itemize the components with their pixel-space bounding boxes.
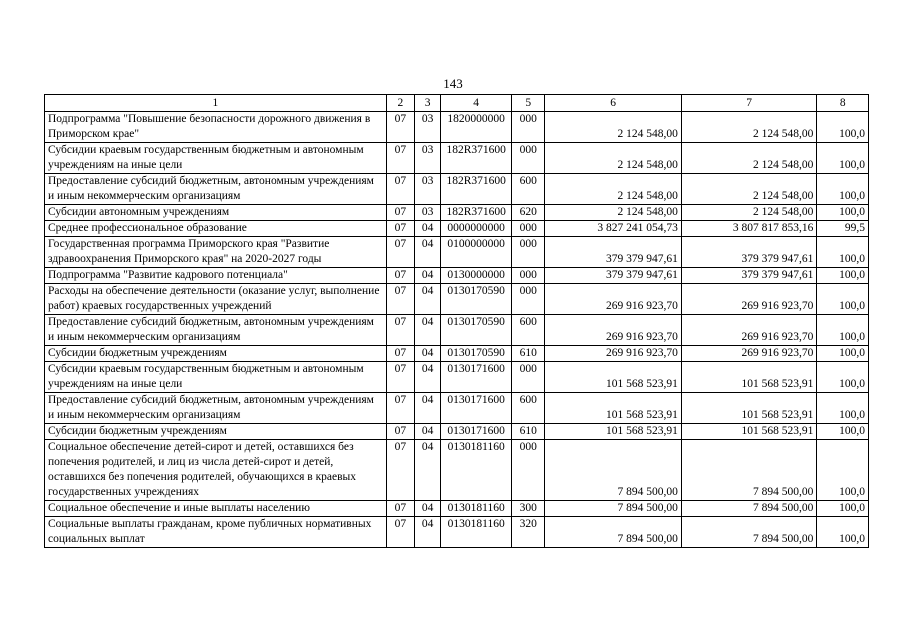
subsection-code: 03 bbox=[415, 174, 441, 205]
expense-type-code: 620 bbox=[512, 205, 545, 221]
section-code: 07 bbox=[386, 221, 414, 237]
column-header: 4 bbox=[441, 95, 512, 112]
execution-percent: 100,0 bbox=[817, 205, 869, 221]
column-header: 6 bbox=[545, 95, 681, 112]
planned-amount: 101 568 523,91 bbox=[545, 424, 681, 440]
row-name: Субсидии автономным учреждениям bbox=[45, 205, 387, 221]
executed-amount: 7 894 500,00 bbox=[681, 440, 816, 501]
target-article-code: 0100000000 bbox=[441, 237, 512, 268]
planned-amount: 269 916 923,70 bbox=[545, 315, 681, 346]
executed-amount: 2 124 548,00 bbox=[681, 112, 816, 143]
planned-amount: 7 894 500,00 bbox=[545, 517, 681, 548]
table-row bbox=[45, 424, 869, 440]
expense-type-code: 320 bbox=[512, 517, 545, 548]
execution-percent: 100,0 bbox=[817, 315, 869, 346]
section-code: 07 bbox=[386, 424, 414, 440]
table-row bbox=[45, 517, 869, 548]
planned-amount: 269 916 923,70 bbox=[545, 284, 681, 315]
table-row bbox=[45, 393, 869, 424]
execution-percent: 99,5 bbox=[817, 221, 869, 237]
target-article-code: 0130181160 bbox=[441, 501, 512, 517]
executed-amount: 101 568 523,91 bbox=[681, 424, 816, 440]
execution-percent: 100,0 bbox=[817, 268, 869, 284]
table-row bbox=[45, 221, 869, 237]
execution-percent: 100,0 bbox=[817, 501, 869, 517]
target-article-code: 0130171600 bbox=[441, 393, 512, 424]
expense-type-code: 600 bbox=[512, 174, 545, 205]
expense-type-code: 000 bbox=[512, 284, 545, 315]
section-code: 07 bbox=[386, 143, 414, 174]
execution-percent: 100,0 bbox=[817, 362, 869, 393]
subsection-code: 03 bbox=[415, 205, 441, 221]
target-article-code: 182R371600 bbox=[441, 174, 512, 205]
header-row bbox=[45, 95, 869, 112]
execution-percent: 100,0 bbox=[817, 517, 869, 548]
expense-type-code: 610 bbox=[512, 424, 545, 440]
row-name: Среднее профессиональное образование bbox=[45, 221, 387, 237]
executed-amount: 101 568 523,91 bbox=[681, 393, 816, 424]
target-article-code: 1820000000 bbox=[441, 112, 512, 143]
section-code: 07 bbox=[386, 393, 414, 424]
executed-amount: 2 124 548,00 bbox=[681, 143, 816, 174]
section-code: 07 bbox=[386, 346, 414, 362]
column-header: 7 bbox=[681, 95, 816, 112]
table-row bbox=[45, 346, 869, 362]
execution-percent: 100,0 bbox=[817, 237, 869, 268]
section-code: 07 bbox=[386, 205, 414, 221]
target-article-code: 0130170590 bbox=[441, 284, 512, 315]
target-article-code: 0130171600 bbox=[441, 424, 512, 440]
subsection-code: 04 bbox=[415, 517, 441, 548]
execution-percent: 100,0 bbox=[817, 346, 869, 362]
row-name: Социальное обеспечение и иные выплаты населению bbox=[45, 501, 387, 517]
table-row bbox=[45, 501, 869, 517]
row-name: Социальное обеспечение детей-сирот и детей, оставшихся без попечения родителей, и лиц из числа детей-сирот и детей, оставшихся без попечения родителей, обучающихся в краевых государственных учреждениях bbox=[45, 440, 387, 501]
expense-type-code: 600 bbox=[512, 393, 545, 424]
row-name: Государственная программа Приморского края "Развитие здравоохранения Приморского края" на 2020-2027 годы bbox=[45, 237, 387, 268]
row-name: Предоставление субсидий бюджетным, автономным учреждениям и иным некоммерческим организациям bbox=[45, 174, 387, 205]
planned-amount: 7 894 500,00 bbox=[545, 440, 681, 501]
subsection-code: 03 bbox=[415, 143, 441, 174]
expense-type-code: 000 bbox=[512, 362, 545, 393]
table-row bbox=[45, 112, 869, 143]
subsection-code: 04 bbox=[415, 346, 441, 362]
target-article-code: 0130000000 bbox=[441, 268, 512, 284]
table-row bbox=[45, 237, 869, 268]
subsection-code: 03 bbox=[415, 112, 441, 143]
row-name: Социальные выплаты гражданам, кроме публичных нормативных социальных выплат bbox=[45, 517, 387, 548]
target-article-code: 0130181160 bbox=[441, 440, 512, 501]
executed-amount: 3 807 817 853,16 bbox=[681, 221, 816, 237]
execution-percent: 100,0 bbox=[817, 284, 869, 315]
planned-amount: 2 124 548,00 bbox=[545, 174, 681, 205]
row-name: Подпрограмма "Повышение безопасности дорожного движения в Приморском крае" bbox=[45, 112, 387, 143]
execution-percent: 100,0 bbox=[817, 112, 869, 143]
execution-percent: 100,0 bbox=[817, 440, 869, 501]
row-name: Подпрограмма "Развитие кадрового потенциала" bbox=[45, 268, 387, 284]
expense-type-code: 000 bbox=[512, 221, 545, 237]
execution-percent: 100,0 bbox=[817, 143, 869, 174]
executed-amount: 269 916 923,70 bbox=[681, 284, 816, 315]
executed-amount: 379 379 947,61 bbox=[681, 268, 816, 284]
subsection-code: 04 bbox=[415, 221, 441, 237]
target-article-code: 182R371600 bbox=[441, 205, 512, 221]
subsection-code: 04 bbox=[415, 315, 441, 346]
table-row bbox=[45, 143, 869, 174]
planned-amount: 2 124 548,00 bbox=[545, 143, 681, 174]
section-code: 07 bbox=[386, 268, 414, 284]
subsection-code: 04 bbox=[415, 424, 441, 440]
row-name: Субсидии бюджетным учреждениям bbox=[45, 424, 387, 440]
column-header: 1 bbox=[45, 95, 387, 112]
execution-percent: 100,0 bbox=[817, 174, 869, 205]
target-article-code: 0130170590 bbox=[441, 315, 512, 346]
subsection-code: 04 bbox=[415, 501, 441, 517]
execution-percent: 100,0 bbox=[817, 393, 869, 424]
section-code: 07 bbox=[386, 237, 414, 268]
target-article-code: 0130181160 bbox=[441, 517, 512, 548]
column-header: 5 bbox=[512, 95, 545, 112]
executed-amount: 101 568 523,91 bbox=[681, 362, 816, 393]
execution-percent: 100,0 bbox=[817, 424, 869, 440]
column-header: 2 bbox=[386, 95, 414, 112]
executed-amount: 2 124 548,00 bbox=[681, 205, 816, 221]
expense-type-code: 600 bbox=[512, 315, 545, 346]
expense-type-code: 000 bbox=[512, 112, 545, 143]
target-article-code: 0000000000 bbox=[441, 221, 512, 237]
section-code: 07 bbox=[386, 501, 414, 517]
planned-amount: 269 916 923,70 bbox=[545, 346, 681, 362]
section-code: 07 bbox=[386, 284, 414, 315]
subsection-code: 04 bbox=[415, 284, 441, 315]
table-row bbox=[45, 440, 869, 501]
row-name: Субсидии краевым государственным бюджетным и автономным учреждениям на иные цели bbox=[45, 143, 387, 174]
planned-amount: 2 124 548,00 bbox=[545, 205, 681, 221]
row-name: Субсидии бюджетным учреждениям bbox=[45, 346, 387, 362]
subsection-code: 04 bbox=[415, 237, 441, 268]
subsection-code: 04 bbox=[415, 393, 441, 424]
section-code: 07 bbox=[386, 362, 414, 393]
page-number: 143 bbox=[443, 76, 463, 91]
planned-amount: 2 124 548,00 bbox=[545, 112, 681, 143]
subsection-code: 04 bbox=[415, 362, 441, 393]
budget-table bbox=[44, 94, 869, 548]
planned-amount: 379 379 947,61 bbox=[545, 237, 681, 268]
expense-type-code: 300 bbox=[512, 501, 545, 517]
planned-amount: 101 568 523,91 bbox=[545, 393, 681, 424]
executed-amount: 269 916 923,70 bbox=[681, 315, 816, 346]
planned-amount: 379 379 947,61 bbox=[545, 268, 681, 284]
column-header: 3 bbox=[415, 95, 441, 112]
planned-amount: 101 568 523,91 bbox=[545, 362, 681, 393]
column-header: 8 bbox=[817, 95, 869, 112]
target-article-code: 0130171600 bbox=[441, 362, 512, 393]
target-article-code: 182R371600 bbox=[441, 143, 512, 174]
expense-type-code: 610 bbox=[512, 346, 545, 362]
table-row bbox=[45, 284, 869, 315]
subsection-code: 04 bbox=[415, 440, 441, 501]
expense-type-code: 000 bbox=[512, 237, 545, 268]
planned-amount: 7 894 500,00 bbox=[545, 501, 681, 517]
table-row bbox=[45, 268, 869, 284]
row-name: Предоставление субсидий бюджетным, автономным учреждениям и иным некоммерческим организациям bbox=[45, 393, 387, 424]
section-code: 07 bbox=[386, 517, 414, 548]
table-row bbox=[45, 174, 869, 205]
executed-amount: 7 894 500,00 bbox=[681, 501, 816, 517]
expense-type-code: 000 bbox=[512, 268, 545, 284]
executed-amount: 7 894 500,00 bbox=[681, 517, 816, 548]
section-code: 07 bbox=[386, 112, 414, 143]
executed-amount: 379 379 947,61 bbox=[681, 237, 816, 268]
table-row bbox=[45, 205, 869, 221]
section-code: 07 bbox=[386, 315, 414, 346]
target-article-code: 0130170590 bbox=[441, 346, 512, 362]
row-name: Предоставление субсидий бюджетным, автономным учреждениям и иным некоммерческим организациям bbox=[45, 315, 387, 346]
row-name: Субсидии краевым государственным бюджетным и автономным учреждениям на иные цели bbox=[45, 362, 387, 393]
executed-amount: 2 124 548,00 bbox=[681, 174, 816, 205]
executed-amount: 269 916 923,70 bbox=[681, 346, 816, 362]
expense-type-code: 000 bbox=[512, 143, 545, 174]
section-code: 07 bbox=[386, 440, 414, 501]
table-row bbox=[45, 362, 869, 393]
expense-type-code: 000 bbox=[512, 440, 545, 501]
section-code: 07 bbox=[386, 174, 414, 205]
subsection-code: 04 bbox=[415, 268, 441, 284]
planned-amount: 3 827 241 054,73 bbox=[545, 221, 681, 237]
row-name: Расходы на обеспечение деятельности (оказание услуг, выполнение работ) краевых государственных учреждений bbox=[45, 284, 387, 315]
table-row bbox=[45, 315, 869, 346]
